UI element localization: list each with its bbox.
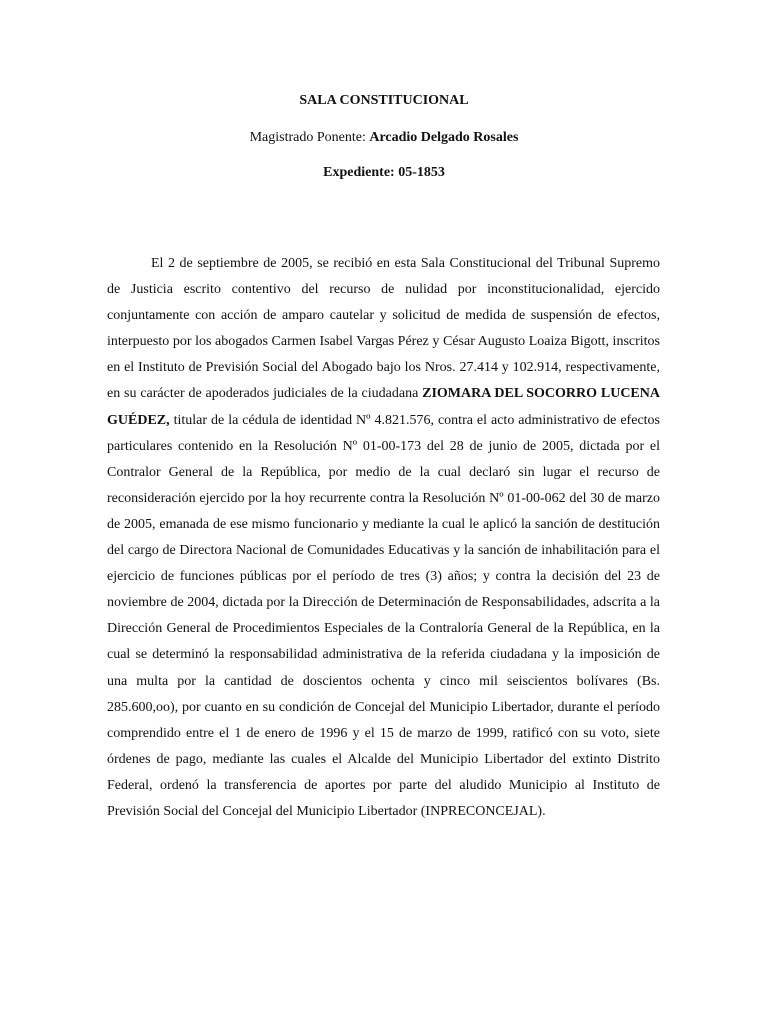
body-paragraph <box>107 251 660 825</box>
ponente-name: Arcadio Delgado Rosales <box>369 130 519 145</box>
document-title: SALA CONSTITUCIONAL <box>299 93 469 108</box>
party-name: ZIOMARA DEL SOCORRO LUCENA GUÉDEZ, <box>107 386 660 428</box>
ponente-label: Magistrado Ponente: <box>249 130 370 145</box>
paragraph-text-2: titular de la cédula de identidad Nº 4.821.576, contra el acto administrativo de efectos particulares contenido en la Resolución Nº 01-00-173 del 28 de junio de 2005, dictada por el Contralor General de la República, por medio de la cual declaró sin lugar el recurso de reconsideración ejercido por la hoy recurrente contra la Resolución Nº 01-00-062 del 30 de marzo de 2005, emanada de ese mismo funcionario y mediante la cual le aplicó la sanción de destitución del cargo de Directora Nacional de Comunidades Educativas y la sanción de inhabilitación para el ejercicio de funciones públicas por el período de tres (3) años; y contra la decisión del 23 de noviembre de 2004, dictada por la Dirección de Determinación de Responsabilidades, adscrita a la Dirección General de Procedimientos Especiales de la Contraloría General de la República, en la cual se determinó la responsabilidad administrativa de la referida ciudadana y la imposición de una multa por la cantidad de doscientos ochenta y cinco mil seiscientos bolívares (Bs. 285.600,oo), por cuanto en su condición de Concejal del Municipio Libertador, durante el período comprendido entre el 1 de enero de 1996 y el 15 de marzo de 1999, ratificó con su voto, siete órdenes de pago, mediante las cuales el Alcalde del Municipio Libertador del extinto Distrito Federal, ordenó la transferencia de aportes por parte del aludido Municipio al Instituto de Previsión Social del Concejal del Municipio Libertador (INPRECONCEJAL). <box>107 412 660 819</box>
paragraph-text-1: El 2 de septiembre de 2005, se recibió en esta Sala Constitucional del Tribunal Supremo de Justicia escrito contentivo del recurso de nulidad por inconstitucionalidad, ejercido conjuntamente con acción de amparo cautelar y solicitud de medida de suspensión de efectos, interpuesto por los abogados Carmen Isabel Vargas Pérez y César Augusto Loaiza Bigott, inscritos en el Instituto de Previsión Social del Abogado bajo los Nros. 27.414 y 102.914, respectivamente, en su carácter de apoderados judiciales de la ciudadana <box>107 256 660 402</box>
magistrado-ponente <box>0 129 768 147</box>
expediente-number: Expediente: 05-1853 <box>323 165 445 180</box>
